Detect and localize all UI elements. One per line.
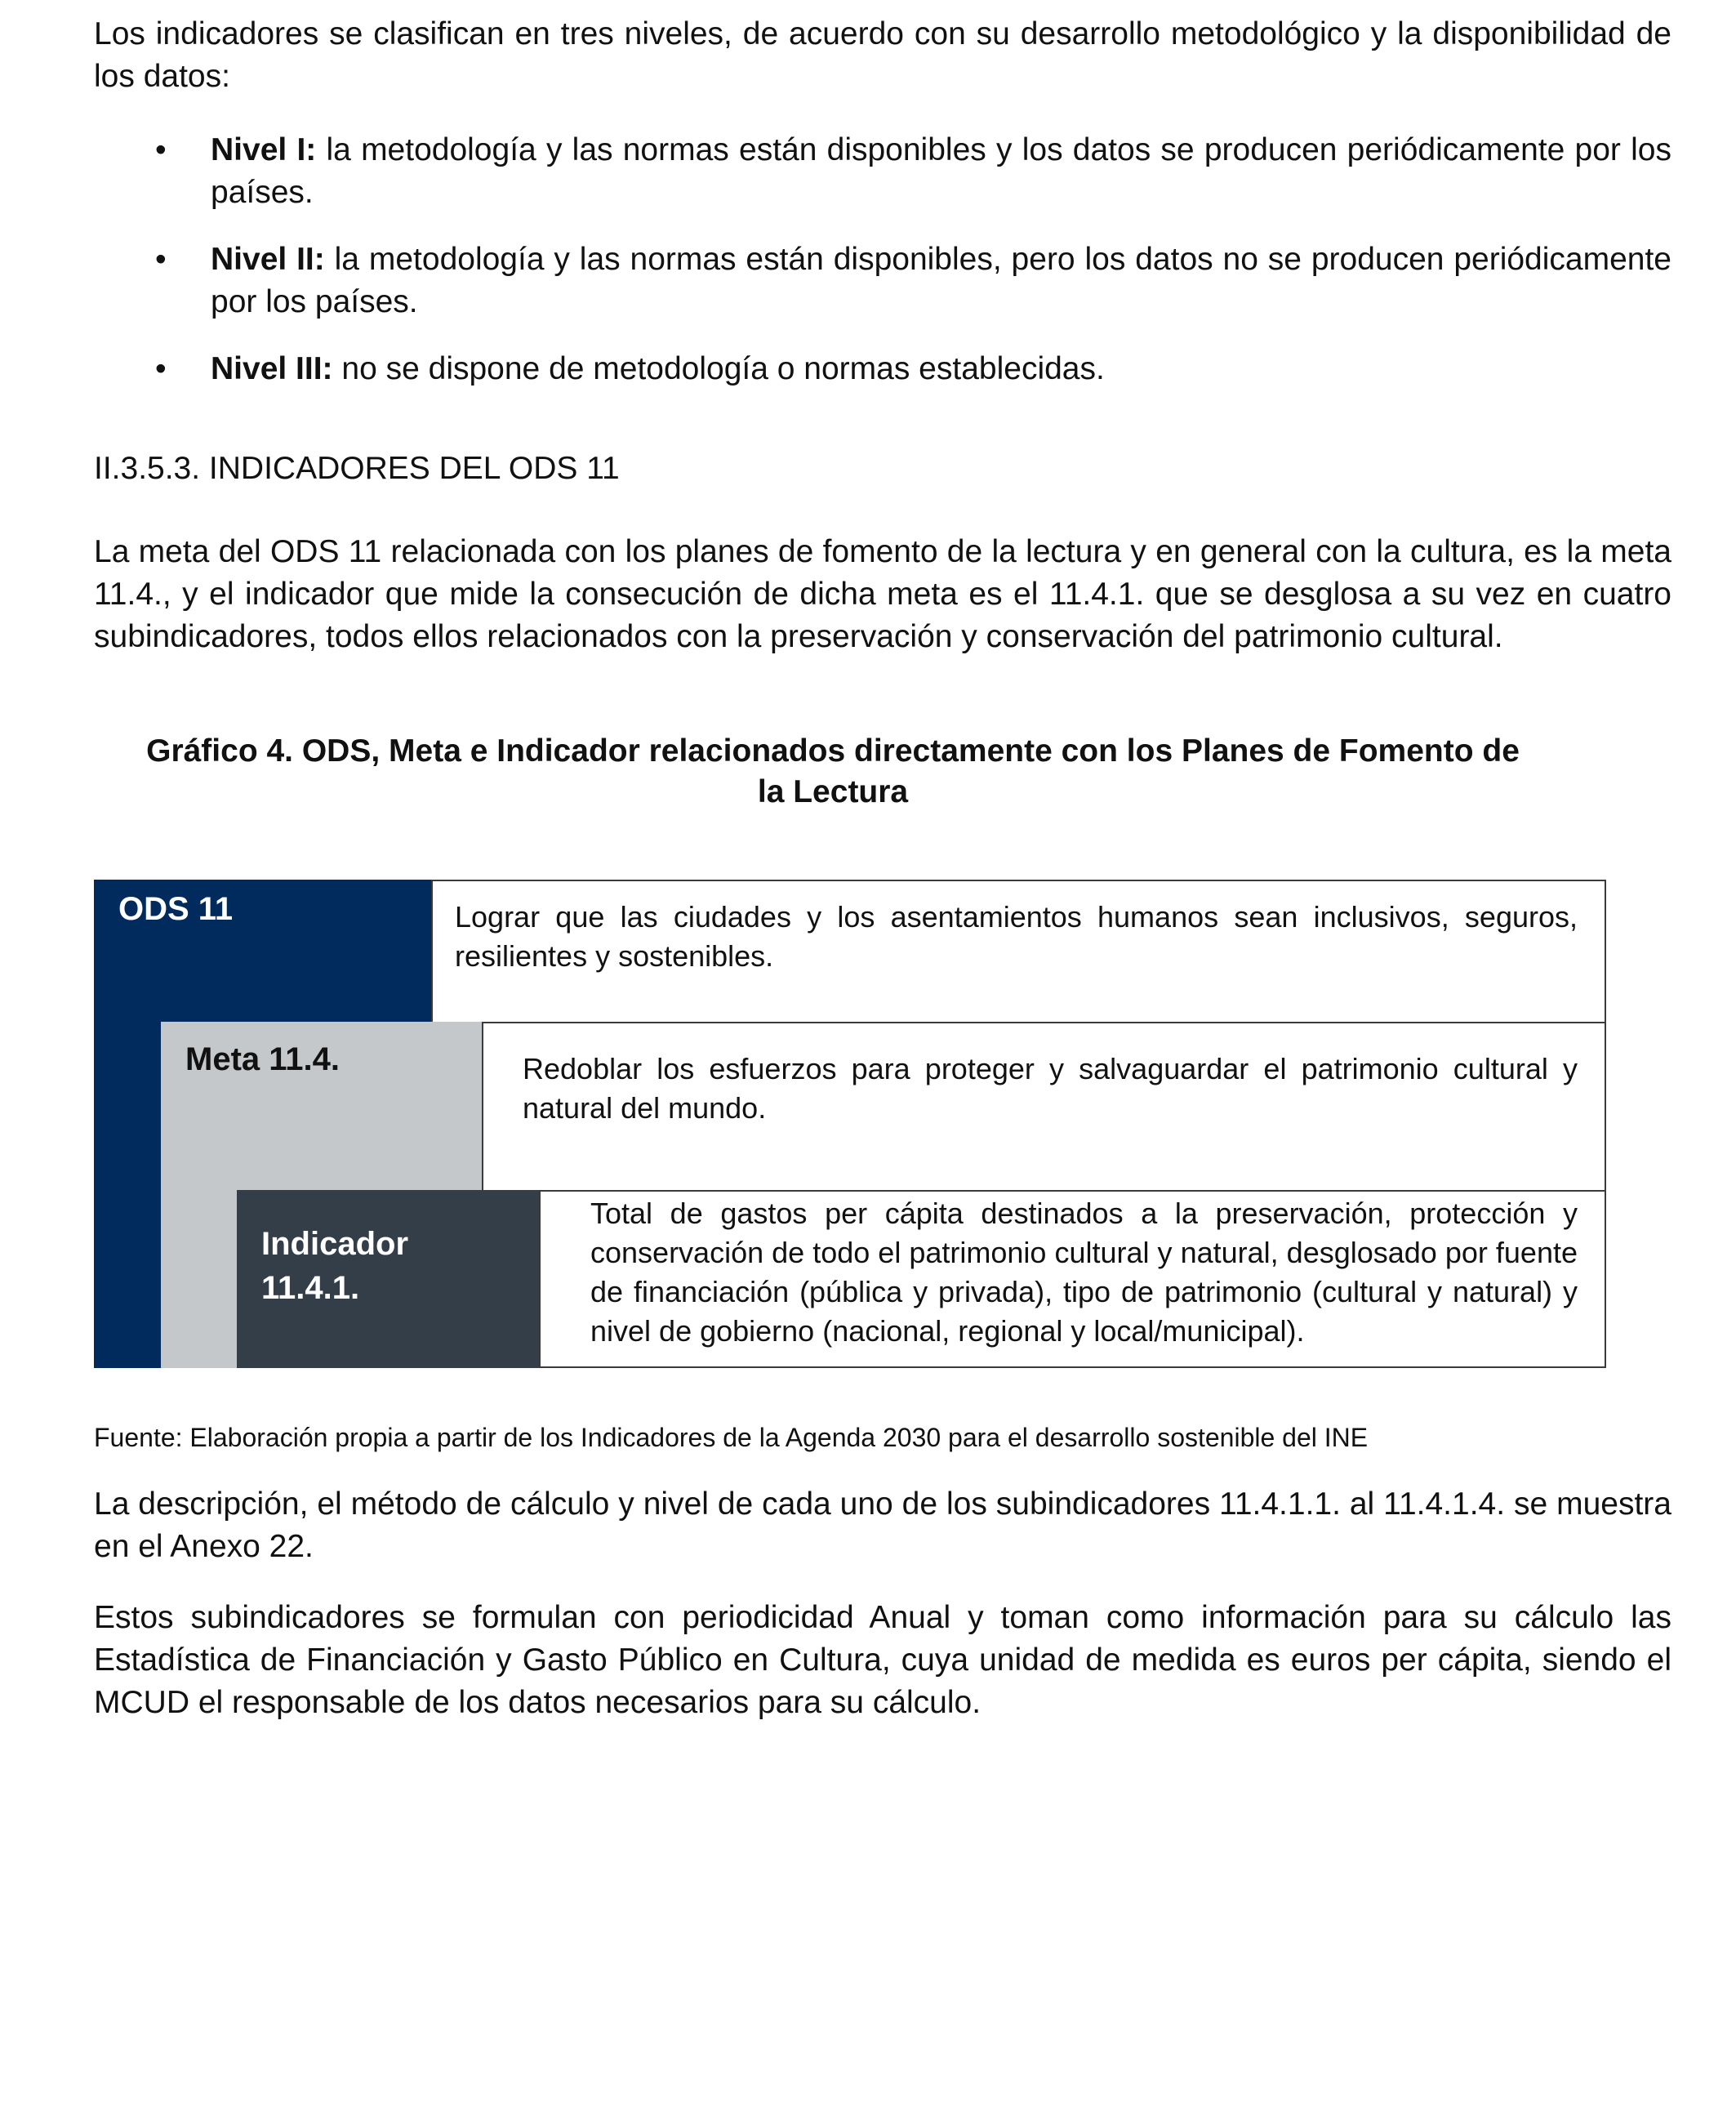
list-item (94, 129, 1671, 214)
annex-paragraph: La descripción, el método de cálculo y nivel de cada uno de los subindicadores 11.4.1.1. al 11.4.1.4. se muestra en el Anexo 22. (94, 1486, 1671, 1564)
indicador-label-line1: Indicador (261, 1226, 409, 1262)
bullet-icon: • (155, 351, 167, 386)
ods-meta-indicator-diagram (94, 880, 1606, 1368)
level-label: Nivel III: (211, 351, 333, 386)
section-heading: II.3.5.3. INDICADORES DEL ODS 11 (94, 451, 620, 486)
level-label: Nivel II: (211, 242, 325, 277)
level-label: Nivel I: (211, 132, 317, 167)
levels-list (94, 129, 1671, 415)
level-text: no se dispone de metodología o normas establecidas. (332, 351, 1105, 386)
meta-description: Redoblar los esfuerzos para proteger y salvaguardar el patrimonio cultural y natural del mundo. (523, 1052, 1578, 1125)
figure-source: Fuente: Elaboración propia a partir de los Indicadores de la Agenda 2030 para el desarrollo sostenible del INE (94, 1423, 1369, 1452)
ods-label: ODS 11 (118, 891, 234, 927)
list-item (94, 348, 1671, 390)
meta-label: Meta 11.4. (185, 1041, 341, 1077)
level-text: la metodología y las normas están disponibles y los datos se producen periódicamente por los países. (211, 132, 1671, 210)
indicador-description: Total de gastos per cápita destinados a la preservación, protección y conservación de todo el patrimonio cultural y natural, desglosado por fuente de financiación (pública y privada), tipo de patrimonio (cultural y natural) y nivel de gobierno (nacional, regional y local/municipal). (590, 1197, 1578, 1348)
meta-paragraph: La meta del ODS 11 relacionada con los planes de fomento de la lectura y en general con la cultura, es la meta 11.4., y el indicador que mide la consecución de dicha meta es el 11.4.1. que se desglosa a su vez en cuatro subindicadores, todos ellos relacionados con la preservación y conservación del patrimonio cultural. (94, 534, 1671, 654)
indicador-label-line2: 11.4.1. (261, 1270, 360, 1306)
final-paragraph: Estos subindicadores se formulan con periodicidad Anual y toman como información para su cálculo las Estadística de Financiación y Gasto Público en Cultura, cuya unidad de medida es euros per cápita, siendo el MCUD el responsable de los datos necesarios para su cálculo. (94, 1600, 1671, 1720)
figure-caption: Gráfico 4. ODS, Meta e Indicador relacionados directamente con los Planes de Fomento de la Lectura (146, 733, 1520, 809)
level-text: la metodología y las normas están disponibles, pero los datos no se producen periódicamente por los países. (211, 242, 1671, 319)
list-item (94, 238, 1671, 323)
bullet-icon: • (155, 132, 167, 167)
bullet-icon: • (155, 242, 167, 277)
ods-description: Lograr que las ciudades y los asentamientos humanos sean inclusivos, seguros, resilientes y sostenibles. (455, 900, 1578, 973)
intro-paragraph: Los indicadores se clasifican en tres niveles, de acuerdo con su desarrollo metodológico y la disponibilidad de los datos: (94, 16, 1671, 94)
